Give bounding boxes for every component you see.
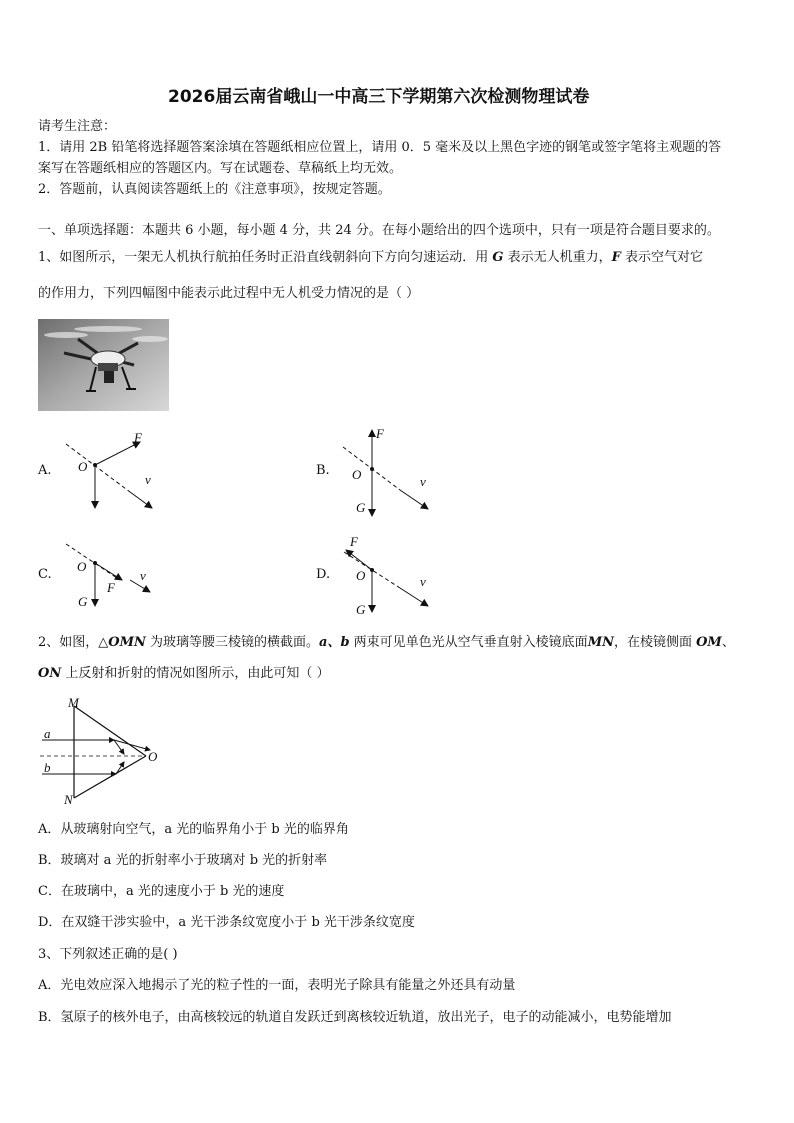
label-v: v xyxy=(420,574,426,589)
q3-stem: 3、下列叙述正确的是( ) xyxy=(38,947,178,962)
q1-stem-text-b: 表示无人机重力， xyxy=(503,250,612,265)
drone-photo xyxy=(38,319,169,411)
label-a: a xyxy=(44,726,51,741)
q2-stem-text-c: 两束可见单色光从空气垂直射入棱镜底面 xyxy=(349,635,588,650)
q2-symbol-on: ON xyxy=(38,666,62,681)
label-o: O xyxy=(356,568,366,583)
q1-stem-text-a: 1、如图所示，一架无人机执行航拍任务时正沿直线朝斜向下方向匀速运动．用 xyxy=(38,250,493,265)
notice-item-1-line-2: 案写在答题纸相应的答题区内。写在试题卷、草稿纸上均无效。 xyxy=(38,161,403,176)
q2-option-b: B．玻璃对 a 光的折射率小于玻璃对 b 光的折射率 xyxy=(38,853,328,868)
q2-stem-text-d: ，在棱镜侧面 xyxy=(613,635,697,650)
q2-option-a: A．从玻璃射向空气，a 光的临界角小于 b 光的临界角 xyxy=(38,822,349,837)
q1-force-diagrams xyxy=(0,420,794,620)
label-o: O xyxy=(78,459,88,474)
label-g: G xyxy=(78,594,88,609)
q2-stem-text-a: 2、如图， xyxy=(38,635,99,650)
q2-stem-text-e: 、 xyxy=(721,635,735,650)
label-v: v xyxy=(140,568,146,583)
q1-symbol-f: F xyxy=(611,250,621,265)
page-title: 2026届云南省峨山一中高三下学期第六次检测物理试卷 xyxy=(168,87,590,107)
diagram-a xyxy=(66,430,152,508)
q1-option-a-label: A. xyxy=(38,463,52,478)
label-f: F xyxy=(134,430,142,445)
q1-stem-text-c: 表示空气对它 xyxy=(620,250,704,265)
q2-symbol-ab: a、b xyxy=(319,635,350,650)
label-f: F xyxy=(107,580,115,595)
q2-stem-line-1 xyxy=(38,634,735,652)
label-o: O xyxy=(352,467,362,482)
q1-stem-line-2: 的作用力，下列四幅图中能表示此过程中无人机受力情况的是（ ） xyxy=(38,286,420,301)
q2-stem-line-2 xyxy=(38,665,329,683)
q3-option-a: A．光电效应深入地揭示了光的粒子性的一面，表明光子除具有能量之外还具有动量 xyxy=(38,978,516,993)
prism-figure xyxy=(36,695,166,808)
label-m: M xyxy=(68,695,79,710)
label-g: G xyxy=(356,500,366,515)
q2-symbol-om: OM xyxy=(696,635,722,650)
label-v: v xyxy=(420,474,426,489)
q2-stem-text-f: 上反射和折射的情况如图所示，由此可知（ ） xyxy=(61,666,330,681)
diagram-c xyxy=(66,544,150,609)
label-b: b xyxy=(44,760,51,775)
label-f: F xyxy=(376,426,384,441)
diagram-b xyxy=(343,426,428,516)
q2-stem-text-b: 为玻璃等腰三棱镜的横截面。 xyxy=(145,635,320,650)
label-f: F xyxy=(350,534,358,549)
label-g: G xyxy=(356,602,366,617)
label-o: O xyxy=(77,559,87,574)
q1-option-d-label: D. xyxy=(316,567,331,582)
q1-stem-line-1 xyxy=(38,249,703,267)
q2-option-c: C．在玻璃中，a 光的速度小于 b 光的速度 xyxy=(38,884,285,899)
q2-symbol-mn: MN xyxy=(587,635,614,650)
q3-option-b: B．氢原子的核外电子，由高核较远的轨道自发跃迁到离核较近轨道，放出光子，电子的动能减小，电势能增加 xyxy=(38,1010,672,1025)
notice-item-1-line-1: 1．请用 2B 铅笔将选择题答案涂填在答题纸相应位置上，请用 0．5 毫米及以上黑色字迹的钢笔或签字笔将主观题的答 xyxy=(38,140,722,155)
label-n: N xyxy=(64,792,73,807)
label-v: v xyxy=(145,472,151,487)
q1-option-b-label: B. xyxy=(316,463,330,478)
section-heading: 一、单项选择题：本题共 6 小题，每小题 4 分，共 24 分。在每小题给出的四个选项中，只有一项是符合题目要求的。 xyxy=(38,223,720,238)
q1-option-c-label: C. xyxy=(38,567,52,582)
notice-heading: 请考生注意： xyxy=(38,119,117,134)
diagram-d xyxy=(344,534,428,617)
notice-item-2: 2．答题前，认真阅读答题纸上的《注意事项》，按规定答题。 xyxy=(38,182,391,197)
q2-symbol-omn: △OMN xyxy=(98,635,146,650)
q2-option-d: D．在双缝干涉实验中，a 光干涉条纹宽度小于 b 光干涉条纹宽度 xyxy=(38,915,415,930)
label-o: O xyxy=(148,749,158,764)
q1-symbol-g: G xyxy=(492,250,504,265)
